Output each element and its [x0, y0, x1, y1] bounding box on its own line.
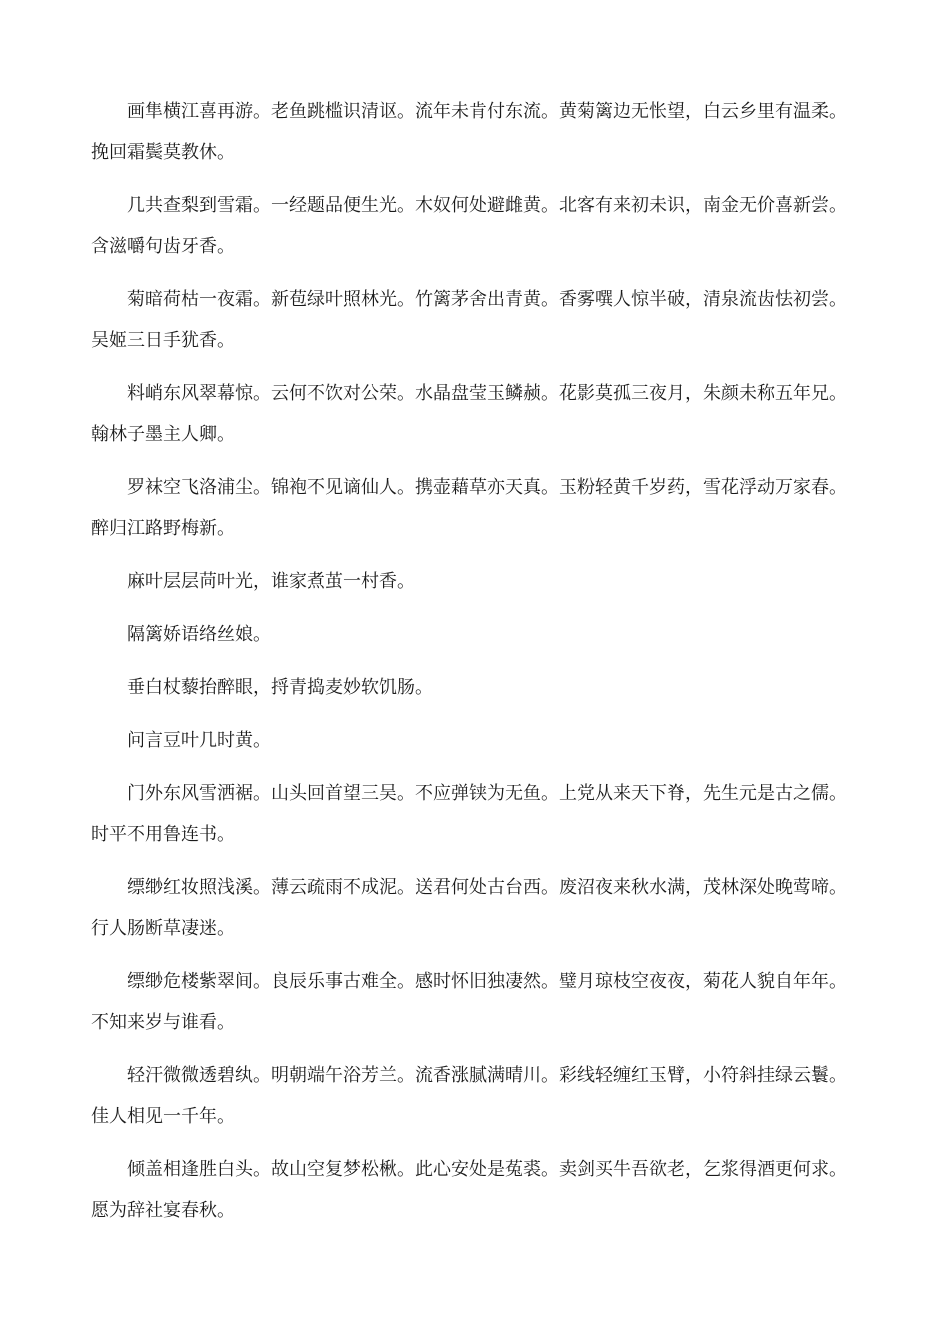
paragraph-14: 倾盖相逢胜白头。故山空复梦松楸。此心安处是菟裘。卖剑买牛吾欲老，乞浆得酒更何求。愿为辞社宴春秋。: [91, 1159, 847, 1221]
document-body: [91, 91, 847, 1243]
paragraph-7: 隔篱娇语络丝娘。: [127, 624, 271, 645]
paragraph-2: 几共查梨到雪霜。一经题品便生光。木奴何处避雌黄。北客有来初未识，南金无价喜新尝。含滋嚼句齿牙香。: [91, 195, 847, 257]
paragraph-8: 垂白杖藜抬醉眼，捋青捣麦妙软饥肠。: [127, 677, 433, 698]
paragraph-4: 料峭东风翠幕惊。云何不饮对公荣。水晶盘莹玉鳞赪。花影莫孤三夜月，朱颜未称五年兄。翰林子墨主人卿。: [91, 383, 847, 445]
paragraph-13: 轻汗微微透碧纨。明朝端午浴芳兰。流香涨腻满晴川。彩线轻缠红玉臂，小符斜挂绿云鬟。佳人相见一千年。: [91, 1065, 847, 1127]
paragraph-12: 缥缈危楼紫翠间。良辰乐事古难全。感时怀旧独凄然。璧月琼枝空夜夜，菊花人貌自年年。不知来岁与谁看。: [91, 971, 847, 1033]
paragraph-5: 罗袜空飞洛浦尘。锦袍不见谪仙人。携壶藉草亦天真。玉粉轻黄千岁药，雪花浮动万家春。醉归江路野梅新。: [91, 477, 847, 539]
paragraph-1: 画隼横江喜再游。老鱼跳槛识清讴。流年未肯付东流。黄菊篱边无怅望，白云乡里有温柔。挽回霜鬓莫教休。: [91, 101, 847, 163]
paragraph-10: 门外东风雪洒裾。山头回首望三吴。不应弹铗为无鱼。上党从来天下脊，先生元是古之儒。时平不用鲁连书。: [91, 783, 847, 845]
paragraph-3: 菊暗荷枯一夜霜。新苞绿叶照林光。竹篱茅舍出青黄。香雾噀人惊半破，清泉流齿怯初尝。吴姬三日手犹香。: [91, 289, 847, 351]
paragraph-11: 缥缈红妆照浅溪。薄云疏雨不成泥。送君何处古台西。废沼夜来秋水满，茂林深处晚莺啼。行人肠断草凄迷。: [91, 877, 847, 939]
paragraph-6: 麻叶层层苘叶光，谁家煮茧一村香。: [127, 571, 415, 592]
paragraph-9: 问言豆叶几时黄。: [127, 730, 271, 751]
